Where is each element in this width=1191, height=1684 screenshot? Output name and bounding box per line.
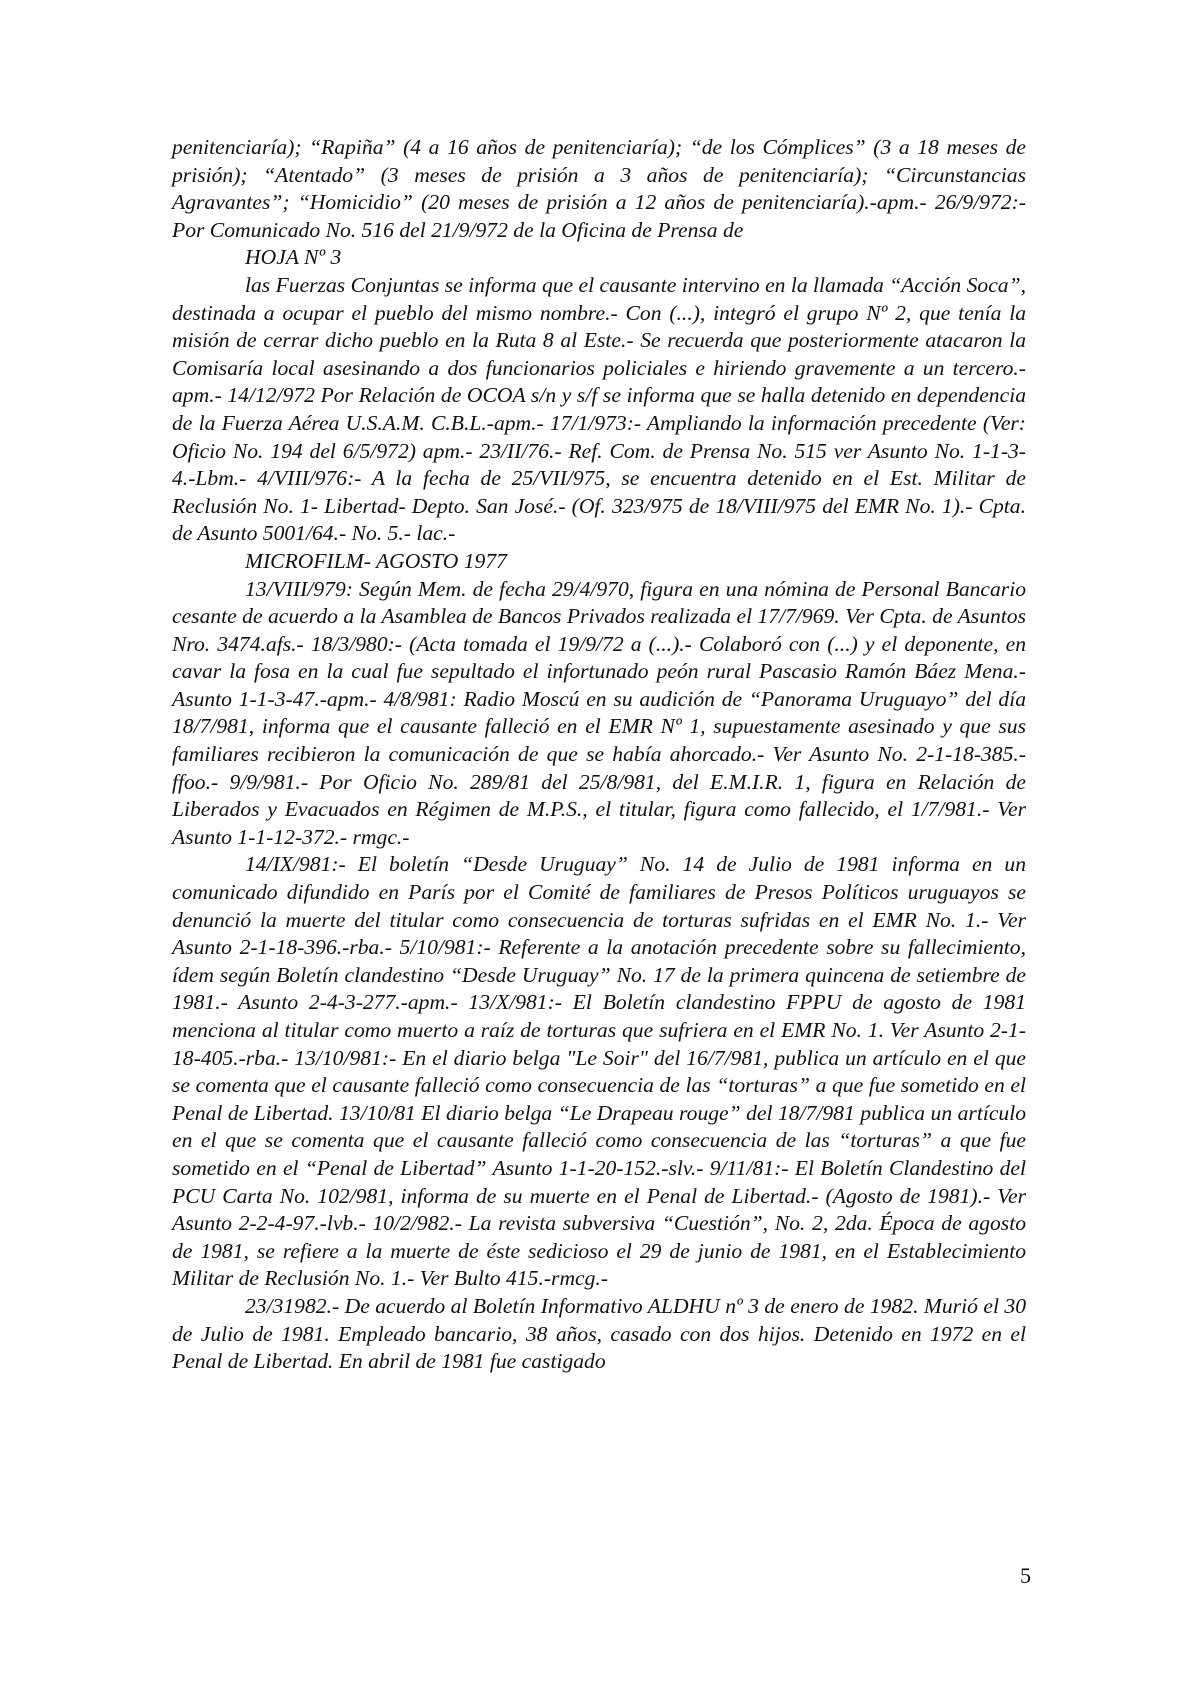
heading-microfilm: MICROFILM- AGOSTO 1977 <box>245 548 507 573</box>
heading-hoja-3: HOJA Nº 3 <box>245 245 342 270</box>
page-number: 5 <box>1020 1563 1031 1588</box>
paragraph-penitenciaria: penitenciaría); “Rapiña” (4 a 16 años de penitenciaría); “de los Cómplices” (3 a 18 meses de prisión); “Atentado” (3 meses de prisión a 3 años de penitenciaría); “Circunstancias Agravantes”; “Homicidio” (20 meses de prisión a 12 años de penitenciaría).-apm.- 26/9/972:- Por Comunicado No. 516 del 21/9/972 de la Oficina de Prensa de <box>172 135 1026 242</box>
paragraph-aldhu: 23/31982.- De acuerdo al Boletín Informativo ALDHU nº 3 de enero de 1982. Murió el 30 de Julio de 1981. Empleado bancario, 38 años, casado con dos hijos. Detenido en 1972 en el Penal de Libertad. En abril de 1981 fue castigado <box>172 1293 1026 1374</box>
paragraph-fuerzas-conjuntas: las Fuerzas Conjuntas se informa que el causante intervino en la llamada “Acción Soca”, destinada a ocupar el pueblo del mismo nombre.- Con (...), integró el grupo Nº 2, que tenía la misión de cerrar dicho pueblo en la Ruta 8 al Este.- Se recuerda que posteriormente atacaron la Comisaría local asesinando a dos funcionarios policiales e hiriendo gravemente a un tercero.- apm.- 14/12/972 Por Relación de OCOA s/n y s/f se informa que se halla detenido en dependencia de la Fuerza Aérea U.S.A.M. C.B.L.-apm.- 17/1/973:- Ampliando la información precedente (Ver: Oficio No. 194 del 6/5/972) apm.- 23/II/76.- Ref. Com. de Prensa No. 515 ver Asunto No. 1-1-3-4.-Lbm.- 4/VIII/976:- A la fecha de 25/VII/975, se encuentra detenido en el Est. Militar de Reclusión No. 1- Libertad- Depto. San José.- (Of. 323/975 de 18/VIII/975 del EMR No. 1).- Cpta. de Asunto 5001/64.- No. 5.- lac.- <box>172 272 1026 546</box>
paragraph-1979-1981: 13/VIII/979: Según Mem. de fecha 29/4/970, figura en una nómina de Personal Bancario cesante de acuerdo a la Asamblea de Bancos Privados realizada el 17/7/969. Ver Cpta. de Asuntos Nro. 3474.afs.- 18/3/980:- (Acta tomada el 19/9/72 a (...).- Colaboró con (...) y el deponente, en cavar la fosa en la cual fue sepultado el infortunado peón rural Pascasio Ramón Báez Mena.- Asunto 1-1-3-47.-apm.- 4/8/981: Radio Moscú en su audición de “Panorama Uruguayo” del día 18/7/981, informa que el causante falleció en el EMR Nº 1, supuestamente asesinado y que sus familiares recibieron la comunicación de que se había ahorcado.- Ver Asunto No. 2-1-18-385.-ffoo.- 9/9/981.- Por Oficio No. 289/81 del 25/8/981, del E.M.I.R. 1, figura en Relación de Liberados y Evacuados en Régimen de M.P.S., el titular, figura como fallecido, el 1/7/981.- Ver Asunto 1-1-12-372.- rmgc.- <box>172 576 1026 849</box>
document-body <box>172 134 1026 1376</box>
paragraph-desde-uruguay: 14/IX/981:- El boletín “Desde Uruguay” No. 14 de Julio de 1981 informa en un comunicado difundido en París por el Comité de familiares de Presos Políticos uruguayos se denunció la muerte del titular como consecuencia de torturas sufridas en el EMR No. 1.- Ver Asunto 2-1-18-396.-rba.- 5/10/981:- Referente a la anotación precedente sobre su fallecimiento, ídem según Boletín clandestino “Desde Uruguay” No. 17 de la primera quincena de setiembre de 1981.- Asunto 2-4-3-277.-apm.- 13/X/981:- El Boletín clandestino FPPU de agosto de 1981 menciona al titular como muerto a raíz de torturas que sufriera en el EMR No. 1. Ver Asunto 2-1-18-405.-rba.- 13/10/981:- En el diario belga "Le Soir" del 16/7/981, publica un artículo en el que se comenta que el causante falleció como consecuencia de las “torturas” a que fue sometido en el Penal de Libertad. 13/10/81 El diario belga “Le Drapeau rouge” del 18/7/981 publica un artículo en el que se comenta que el causante falleció como consecuencia de las “torturas” a que fue sometido en el “Penal de Libertad” Asunto 1-1-20-152.-slv.- 9/11/81:- El Boletín Clandestino del PCU Carta No. 102/981, informa de su muerte en el Penal de Libertad.- (Agosto de 1981).- Ver Asunto 2-2-4-97.-lvb.- 10/2/982.- La revista subversiva “Cuestión”, No. 2, 2da. Época de agosto de 1981, se refiere a la muerte de éste sedicioso el 29 de junio de 1981, en el Establecimiento Militar de Reclusión No. 1.- Ver Bulto 415.-rmcg.- <box>172 852 1026 1291</box>
